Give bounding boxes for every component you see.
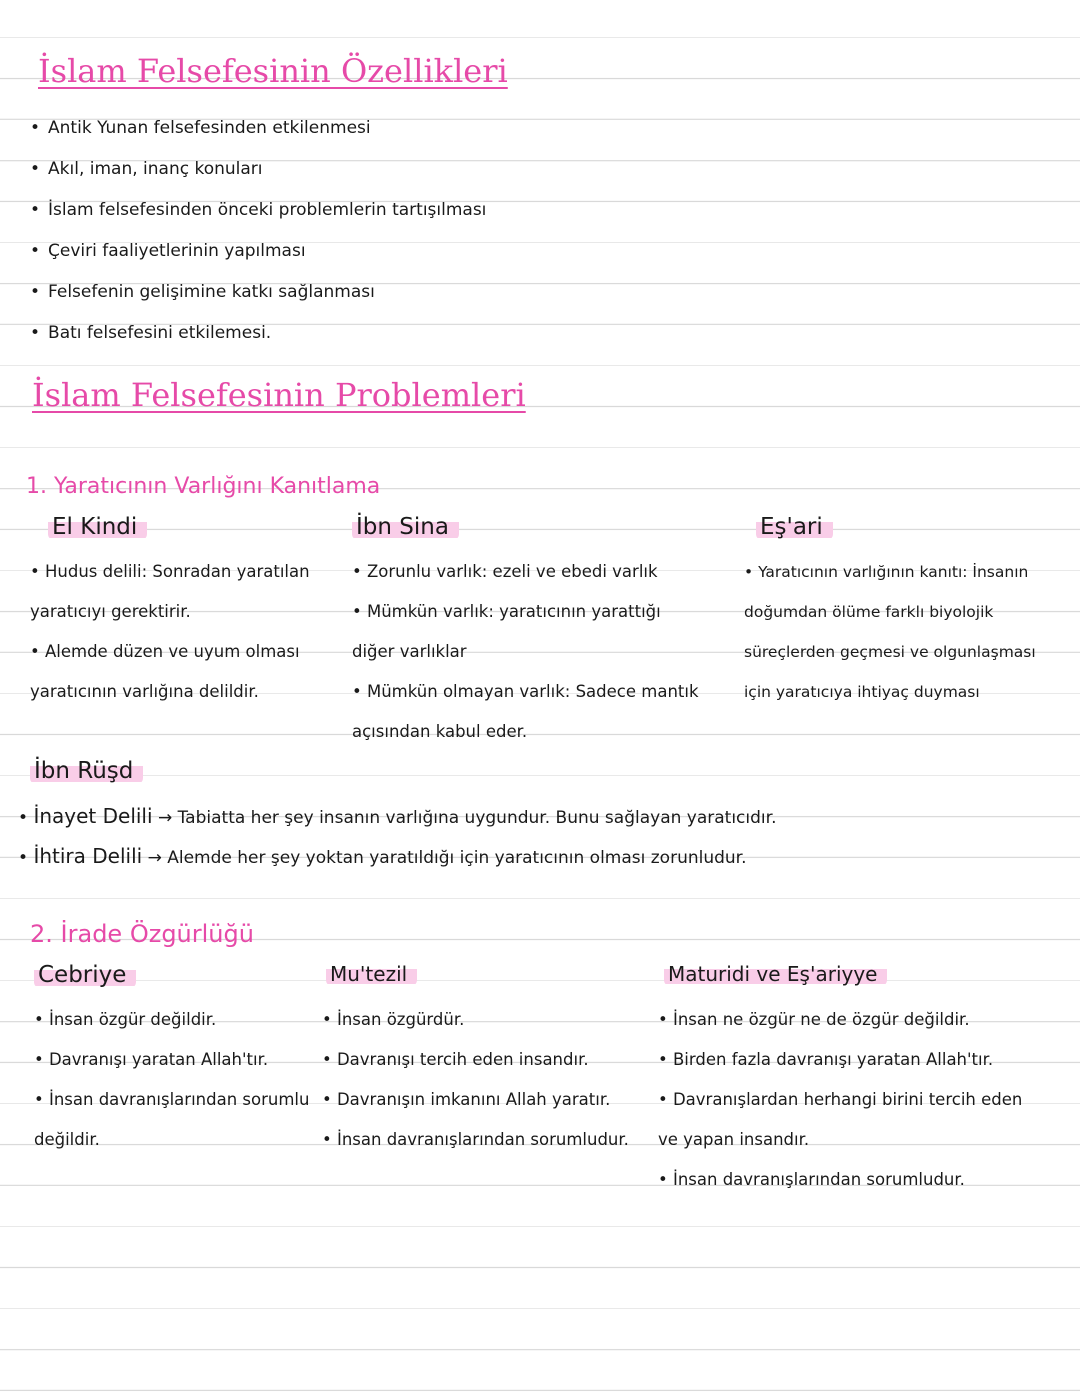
section1-heading xyxy=(26,474,380,499)
cebriye-line: • İnsan davranışlarından sorumlu xyxy=(34,1090,310,1109)
esari-line: için yaratıcıya ihtiyaç duyması xyxy=(744,683,980,701)
list-item: • İslam felsefesinden önceki problemlerin tartışılması xyxy=(30,190,486,231)
kindi-column xyxy=(30,552,310,712)
maturidi-line: • İnsan davranışlarından sorumludur. xyxy=(658,1170,965,1189)
maturidi-line: • İnsan ne özgür ne de özgür değildir. xyxy=(658,1010,970,1029)
list-item: • İnayet Delili → Tabiatta her şey insanın varlığına uygundur. Bunu sağlayan yaratıcıdır. xyxy=(18,804,777,828)
sina-line: diğer varlıklar xyxy=(352,642,467,661)
section1-title: Yaratıcının Varlığını Kanıtlama xyxy=(54,474,381,499)
rusd-name: İbn Rüşd xyxy=(30,758,143,784)
esari-name: Eş'ari xyxy=(756,514,833,540)
mutezile-line: • İnsan davranışlarından sorumludur. xyxy=(322,1130,629,1149)
list-item: • Çeviri faaliyetlerinin yapılması xyxy=(30,231,486,272)
list-item: • Felsefenin gelişimine katkı sağlanması xyxy=(30,272,486,313)
inayet-term: İnayet Delili xyxy=(33,804,153,828)
list-item: • Akıl, iman, inanç konuları xyxy=(30,149,486,190)
section2-heading xyxy=(30,920,254,948)
cebriye-line: • İnsan özgür değildir. xyxy=(34,1010,217,1029)
sina-line: açısından kabul eder. xyxy=(352,722,528,741)
section2-title: İrade Özgürlüğü xyxy=(60,920,254,948)
esari-line: doğumdan ölüme farklı biyolojik xyxy=(744,603,994,621)
kindi-line: yaratıcıyı gerektirir. xyxy=(30,602,191,621)
mutezile-line: • Davranışı tercih eden insandır. xyxy=(322,1050,589,1069)
sina-line: • Zorunlu varlık: ezeli ve ebedi varlık xyxy=(352,562,658,581)
problems-title: İslam Felsefesinin Problemleri xyxy=(32,376,526,414)
features-list xyxy=(30,108,486,354)
kindi-line: • Hudus delili: Sonradan yaratılan xyxy=(30,562,310,581)
kindi-line: • Alemde düzen ve uyum olması xyxy=(30,642,300,661)
sina-line: • Mümkün varlık: yaratıcının yarattığı xyxy=(352,602,661,621)
maturidi-line: • Davranışlardan herhangi birini tercih eden xyxy=(658,1090,1023,1109)
ihtira-term: İhtira Delili xyxy=(33,844,143,868)
mutezile-name: Mu'tezil xyxy=(326,962,417,986)
esari-line: süreçlerden geçmesi ve olgunlaşması xyxy=(744,643,1036,661)
arrow-icon: → xyxy=(147,848,162,868)
mutezile-column xyxy=(322,1000,629,1160)
list-item: • Antik Yunan felsefesinden etkilenmesi xyxy=(30,108,486,149)
rusd-list xyxy=(18,796,776,876)
list-item: • Batı felsefesini etkilemesi. xyxy=(30,313,486,354)
sina-column xyxy=(352,552,699,752)
maturidi-name: Maturidi ve Eş'ariyye xyxy=(664,962,887,986)
sina-line: • Mümkün olmayan varlık: Sadece mantık xyxy=(352,682,699,701)
sina-name: İbn Sina xyxy=(352,514,459,540)
maturidi-line: ve yapan insandır. xyxy=(658,1130,810,1149)
cebriye-line: • Davranışı yaratan Allah'tır. xyxy=(34,1050,269,1069)
maturidi-column xyxy=(658,1000,1022,1200)
kindi-name: El Kindi xyxy=(48,514,147,540)
mutezile-line: • Davranışın imkanını Allah yaratır. xyxy=(322,1090,611,1109)
inayet-text: Tabiatta her şey insanın varlığına uygundur. Bunu sağlayan yaratıcıdır. xyxy=(177,808,777,828)
ihtira-text: Alemde her şey yoktan yaratıldığı için yaratıcının olması zorunludur. xyxy=(167,848,747,868)
list-item: • İhtira Delili → Alemde her şey yoktan yaratıldığı için yaratıcının olması zorunludur. xyxy=(18,844,747,868)
section2-number: 2. xyxy=(30,920,53,948)
kindi-line: yaratıcının varlığına delildir. xyxy=(30,682,259,701)
cebriye-name: Cebriye xyxy=(34,962,136,988)
mutezile-line: • İnsan özgürdür. xyxy=(322,1010,465,1029)
arrow-icon: → xyxy=(157,808,173,828)
esari-column xyxy=(744,552,1036,712)
cebriye-column xyxy=(34,1000,309,1160)
esari-line: • Yaratıcının varlığının kanıtı: İnsanın xyxy=(744,563,1029,581)
cebriye-line: değildir. xyxy=(34,1130,100,1149)
features-title: İslam Felsefesinin Özellikleri xyxy=(38,52,508,90)
section1-number: 1. xyxy=(26,474,47,499)
maturidi-line: • Birden fazla davranışı yaratan Allah'tır. xyxy=(658,1050,994,1069)
